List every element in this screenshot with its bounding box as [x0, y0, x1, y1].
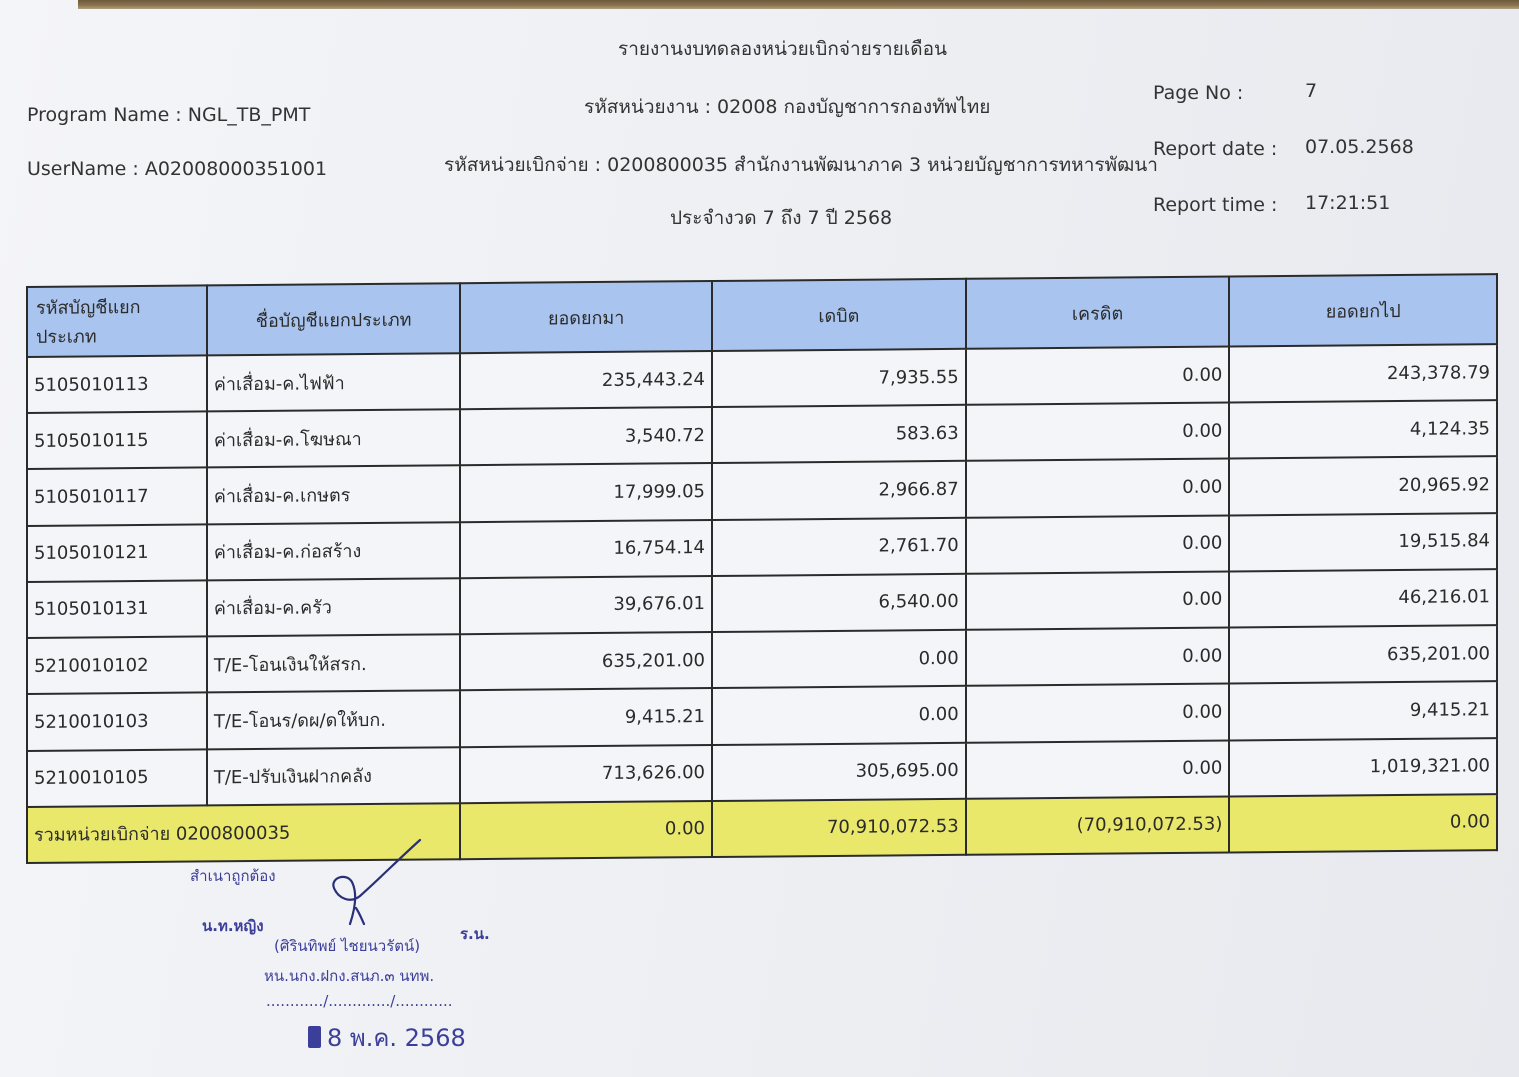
cell-debit: 7,935.55 [712, 349, 966, 407]
report-time-value: 17:21:51 [1305, 192, 1391, 214]
cell-credit: 0.00 [966, 571, 1230, 630]
cell-credit: 0.00 [966, 628, 1230, 687]
date-stamp [308, 1018, 466, 1057]
cell-account-code: 5210010103 [27, 693, 207, 751]
report-time-label: Report time : [1153, 194, 1278, 216]
cell-credit: 0.00 [966, 459, 1230, 518]
cell-credit: 0.00 [966, 515, 1230, 574]
cell-account-name: T/E-โอนเงินให้สรก. [207, 634, 461, 692]
certified-copy-text: สำเนาถูกต้อง [190, 867, 276, 885]
cell-brought-forward: 235,443.24 [460, 351, 712, 409]
cell-carried-forward: 19,515.84 [1229, 513, 1497, 572]
cell-carried-forward: 635,201.00 [1229, 625, 1497, 684]
cell-account-name: ค่าเสื่อม-ค.ไฟฟ้า [207, 353, 461, 411]
period-line: ประจำงวด 7 ถึง 7 ปี 2568 [670, 207, 893, 229]
cell-carried-forward: 46,216.01 [1229, 569, 1497, 628]
table-edge-background [78, 0, 1519, 9]
page-no-label: Page No : [1153, 82, 1244, 104]
cell-debit: 0.00 [712, 630, 966, 688]
unit-line: รหัสหน่วยงาน : 02008 กองบัญชาการกองทัพไทย [584, 96, 991, 118]
cell-debit: 2,966.87 [712, 461, 966, 519]
user-name: UserName : A02008000351001 [27, 158, 328, 180]
cell-account-name: ค่าเสื่อม-ค.ครัว [207, 578, 461, 636]
cell-carried-forward: 9,415.21 [1229, 681, 1497, 740]
officer-rank: น.ท.หญิง [202, 917, 264, 935]
total-row [27, 794, 1497, 863]
officer-rank-suffix: ร.น. [460, 925, 490, 943]
cell-carried-forward: 1,019,321.00 [1229, 738, 1497, 797]
cell-brought-forward: 16,754.14 [460, 520, 712, 578]
cell-credit: 0.00 [966, 346, 1230, 405]
cell-brought-forward: 3,540.72 [460, 407, 712, 465]
cell-credit: 0.00 [966, 403, 1230, 462]
cell-account-code: 5105010131 [27, 580, 207, 638]
trial-balance-table [26, 273, 1498, 864]
header-account-code: รหัสบัญชีแยกประเภท [27, 285, 207, 357]
header-brought-forward: ยอดยกมา [460, 281, 712, 353]
cell-debit: 0.00 [712, 686, 966, 744]
disbursement-line: รหัสหน่วยเบิกจ่าย : 0200800035 สำนักงานพัฒนาภาค 3 หน่วยบัญชาการทหารพัฒนา [444, 154, 1158, 176]
cell-debit: 6,540.00 [712, 574, 966, 632]
total-label: รวมหน่วยเบิกจ่าย 0200800035 [27, 803, 460, 863]
header-debit: เดบิต [712, 279, 966, 351]
cell-account-code: 5105010113 [27, 355, 207, 413]
cell-carried-forward: 4,124.35 [1229, 400, 1497, 459]
cell-account-code: 5105010117 [27, 468, 207, 526]
cell-account-name: ค่าเสื่อม-ค.ก่อสร้าง [207, 522, 461, 580]
cell-brought-forward: 39,676.01 [460, 576, 712, 634]
header-carried-forward: ยอดยกไป [1229, 274, 1497, 346]
total-debit: 70,910,072.53 [712, 799, 966, 857]
officer-position: หน.นกง.ฝกง.สนภ.๓ นทพ. [264, 967, 435, 985]
cell-brought-forward: 9,415.21 [460, 688, 712, 746]
report-date-value: 07.05.2568 [1305, 136, 1414, 158]
cell-brought-forward: 17,999.05 [460, 463, 712, 521]
cell-account-code: 5105010115 [27, 412, 207, 470]
cell-account-name: T/E-โอนร/ดผ/ดให้บก. [207, 691, 461, 749]
cell-account-code: 5210010105 [27, 749, 207, 807]
report-title: รายงานงบทดลองหน่วยเบิกจ่ายรายเดือน [618, 38, 948, 60]
cell-brought-forward: 713,626.00 [460, 745, 712, 803]
cell-account-name: ค่าเสื่อม-ค.โฆษณา [207, 409, 461, 467]
total-carried-forward: 0.00 [1229, 794, 1497, 853]
header-account-name: ชื่อบัญชีแยกประเภท [207, 283, 461, 355]
cell-carried-forward: 243,378.79 [1229, 344, 1497, 403]
header-credit: เครดิต [966, 276, 1230, 348]
cell-account-code: 5210010102 [27, 637, 207, 695]
cell-account-code: 5105010121 [27, 524, 207, 582]
cell-account-name: ค่าเสื่อม-ค.เกษตร [207, 466, 461, 524]
cell-brought-forward: 635,201.00 [460, 632, 712, 690]
cell-credit: 0.00 [966, 684, 1230, 743]
handwritten-signature [320, 838, 440, 928]
page-no-value: 7 [1305, 80, 1318, 102]
report-date-label: Report date : [1153, 138, 1278, 160]
program-name: Program Name : NGL_TB_PMT [27, 104, 311, 126]
cell-debit: 583.63 [712, 405, 966, 463]
total-credit: (70,910,072.53) [966, 796, 1230, 855]
officer-name: (ศิรินทิพย์ ไชยนวรัตน์) [274, 937, 421, 955]
cell-debit: 2,761.70 [712, 517, 966, 575]
stamp-mark-icon [308, 1026, 321, 1048]
date-blank-line: ............/............./............ [266, 992, 453, 1010]
cell-debit: 305,695.00 [712, 742, 966, 800]
cell-credit: 0.00 [966, 740, 1230, 799]
total-brought-forward: 0.00 [460, 801, 712, 859]
table-header-row [27, 274, 1497, 357]
cell-account-name: T/E-ปรับเงินฝากคลัง [207, 747, 461, 805]
stamp-date: 8 พ.ค. 2568 [327, 1024, 466, 1052]
cell-carried-forward: 20,965.92 [1229, 457, 1497, 516]
